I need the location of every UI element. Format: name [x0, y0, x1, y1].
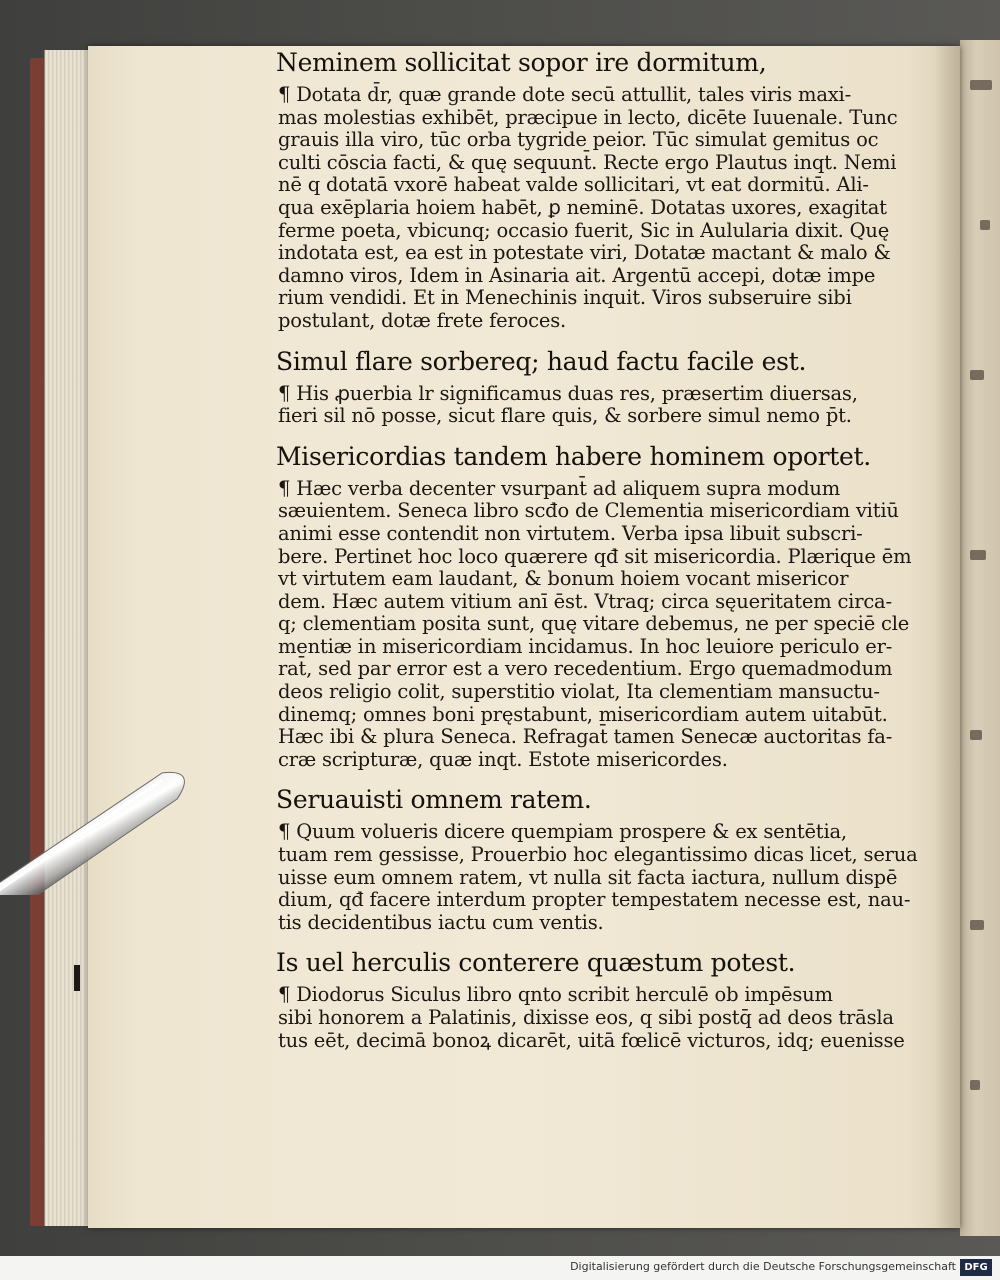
- text-line: mentiæ in misericordiam incidamus. In hoc leuiore periculo er-: [278, 634, 893, 658]
- text-line: Hæc ibi & plura Seneca. Refragat̄ tamen Senecæ auctoritas fa-: [278, 725, 893, 749]
- glass-pen-pointer: [0, 755, 210, 895]
- text-line: bere. Pertinet hoc loco quærere qđ sit misericordia. Plærique ēm: [278, 544, 912, 568]
- footer-bar: [0, 1256, 1000, 1280]
- facing-page-edge: [960, 40, 1000, 1236]
- text-line: tis decidentibus iactu cum ventis.: [278, 910, 604, 934]
- ink-bleed: [980, 220, 990, 230]
- text-line: ¶ Diodorus Siculus libro qnto scribit herculē ob impēsum: [278, 983, 833, 1007]
- text-line: q; clementiam posita sunt, quę vitare debemus, ne per speciē cle: [278, 612, 910, 636]
- text-line: deos religio colit, superstitio violat, Ita clementiam mansuctu-: [278, 680, 880, 704]
- section-heading: Neminem sollicitat sopor ire dormitum,: [276, 48, 767, 77]
- text-line: animi esse contendit non virtutem. Verba ipsa libuit subscri-: [278, 521, 863, 545]
- section-paragraph: [278, 821, 944, 934]
- text-line: tus eēt, decimā bonoꝝ dicarēt, uitā fœlicē victuros, idq; euenisse: [278, 1028, 905, 1052]
- text-line: ¶ Dotata d̄r, quæ grande dote secū attullit, tales viris maxi-: [278, 83, 851, 106]
- text-line: tuam rem gessisse, Prouerbio hoc elegantissimo dicas licet, serua: [278, 843, 918, 867]
- text-line: dinemq; omnes boni pręstabunt, misericordiam autem uitabūt.: [278, 702, 888, 726]
- ink-bleed: [970, 1080, 980, 1090]
- text-line: rium vendidi. Et in Menechinis inquit. Viros subseruire sibi: [278, 286, 852, 310]
- ink-bleed: [970, 920, 984, 930]
- page-margin-mark: [74, 965, 80, 991]
- section-paragraph: [278, 984, 944, 1052]
- text-line: vt virtutem eam laudant, & bonum hoiem vocant misericor: [278, 567, 849, 591]
- text-line: nē q dotatā vxorē habeat valde sollicitari, vt eat dormitū. Ali-: [278, 173, 869, 197]
- text-line: grauis illa viro, tūc orba tygride peior. Tūc simulat gemitus oc: [278, 128, 879, 152]
- text-line: rat̄, sed par error est a vero recedentium. Ergo quemadmodum: [278, 657, 893, 681]
- page-text: [278, 48, 944, 1066]
- section-heading: Seruauisti omnem ratem.: [276, 785, 592, 815]
- text-line: ¶ His ꝓuerbia lr significamus duas res, præsertim diuersas,: [278, 381, 858, 405]
- section-paragraph: [278, 478, 944, 772]
- text-line: dium, qđ facere interdum propter tempestatem necesse est, nau-: [278, 888, 911, 912]
- text-line: sæuientem. Seneca libro scđo de Clementia misericordiam vitiū: [278, 499, 899, 523]
- text-line: indotata est, ea est in potestate viri, Dotatæ mactant & malo &: [278, 241, 891, 265]
- dfg-logo: DFG: [960, 1259, 992, 1276]
- text-line: sibi honorem a Palatinis, dixisse eos, q sibi postq̄ ad deos trāsla: [278, 1006, 894, 1029]
- section-heading: Misericordias tandem habere hominem oportet.: [276, 441, 871, 471]
- text-line: fieri sil nō posse, sicut flare quis, & sorbere simul nemo p̄t.: [278, 404, 852, 428]
- ink-bleed: [970, 80, 992, 90]
- section-heading: Is uel herculis conterere quæstum potest.: [276, 948, 796, 978]
- text-line: postulant, dotæ frete feroces.: [278, 308, 567, 332]
- footer-credit-text: Digitalisierung gefördert durch die Deutsche Forschungsgemeinschaft: [570, 1260, 956, 1273]
- text-line: dem. Hæc autem vitium anī ēst. Vtraq; circa sęueritatem circa-: [278, 589, 892, 613]
- text-line: ferme poeta, vbicunq; occasio fuerit, Sic in Aulularia dixit. Quę: [278, 218, 890, 242]
- text-line: ¶ Quum volueris dicere quempiam prospere & ex sentētia,: [278, 820, 847, 844]
- text-line: qua exēplaria hoiem habēt, ꝑ neminē. Dotatas uxores, exagitat: [278, 195, 887, 219]
- section-heading: Simul flare sorbereq; haud factu facile est.: [276, 346, 807, 376]
- ink-bleed: [970, 550, 986, 560]
- section-paragraph: [278, 383, 944, 428]
- text-line: ¶ Hæc verba decenter vsurpant̄ ad aliquem supra modum: [278, 476, 841, 500]
- text-line: cræ scripturæ, quæ inqt. Estote misericordes.: [278, 747, 728, 771]
- text-line: culti cōscia facti, & quę sequunt̄. Recte ergo Plautus inqt. Nemi: [278, 150, 897, 174]
- text-line: uisse eum omnem ratem, vt nulla sit facta iactura, nullum dispē: [278, 865, 898, 889]
- ink-bleed: [970, 370, 984, 380]
- text-line: mas molestias exhibēt, præcipue in lecto, dicēte Iuuenale. Tunc: [278, 105, 898, 129]
- text-line: damno viros, Idem in Asinaria ait. Argentū accepi, dotæ impe: [278, 263, 876, 287]
- ink-bleed: [970, 730, 982, 740]
- section-paragraph: [278, 84, 944, 333]
- book-cover-edge: [30, 58, 44, 1226]
